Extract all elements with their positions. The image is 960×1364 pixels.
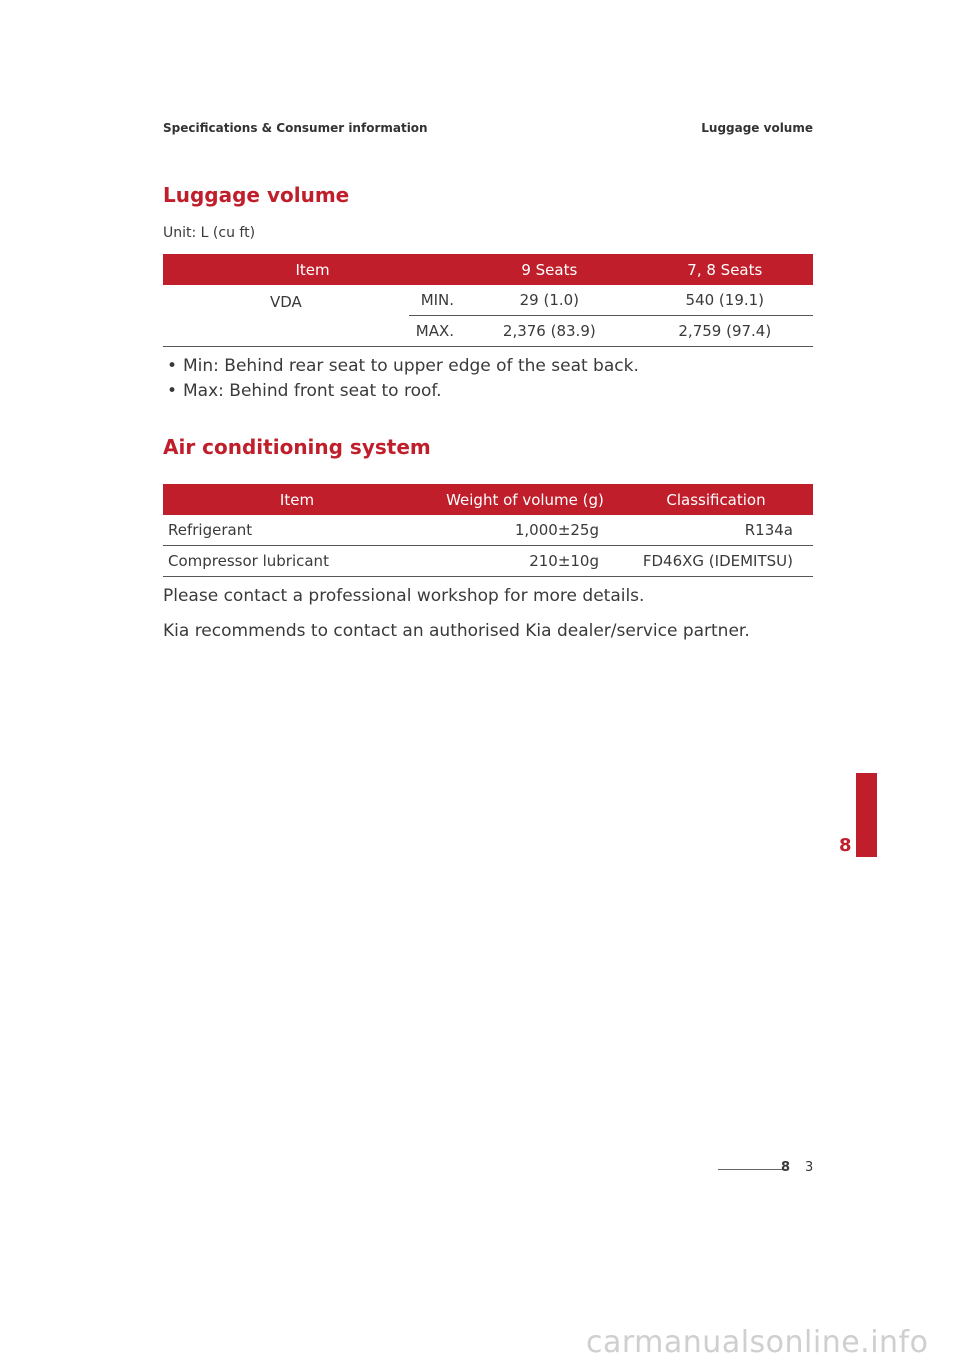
- aircon-table: [163, 484, 813, 577]
- table-row: [163, 546, 813, 577]
- cell-min-9-seats: 29 (1.0): [462, 285, 637, 316]
- footer-chapter-number: 8: [781, 1160, 791, 1175]
- watermark-text: carmanualsonline.info: [586, 1325, 929, 1360]
- cell-classification: FD46XG (IDEMITSU): [619, 546, 813, 577]
- row-label-min: MIN.: [409, 285, 462, 316]
- cell-weight: 1,000±25g: [431, 515, 619, 546]
- running-header-topic: Luggage volume: [701, 121, 813, 135]
- luggage-section-title: Luggage volume: [163, 183, 350, 207]
- luggage-notes-list: [167, 354, 639, 404]
- contact-paragraph: Please contact a professional workshop for more details.: [163, 586, 645, 606]
- dealer-paragraph: Kia recommends to contact an authorised Kia dealer/service partner.: [163, 621, 750, 641]
- column-header-item: Item: [163, 484, 431, 515]
- column-header-weight: Weight of volume (g): [431, 484, 619, 515]
- footer-page-number: 3: [805, 1160, 814, 1175]
- table-row: [163, 285, 813, 316]
- column-header-classification: Classification: [619, 484, 813, 515]
- bullet-icon: •: [167, 356, 178, 376]
- bullet-icon: •: [167, 381, 178, 401]
- aircon-section-title: Air conditioning system: [163, 435, 431, 459]
- chapter-tab-marker: [856, 773, 877, 857]
- list-item: [167, 354, 639, 379]
- cell-weight: 210±10g: [431, 546, 619, 577]
- cell-max-7-8-seats: 2,759 (97.4): [637, 316, 813, 347]
- row-label-max: MAX.: [409, 316, 462, 347]
- column-header-item: Item: [163, 254, 462, 285]
- cell-min-7-8-seats: 540 (19.1): [637, 285, 813, 316]
- table-header-row: [163, 484, 813, 515]
- column-header-9-seats: 9 Seats: [462, 254, 637, 285]
- chapter-tab-number: 8: [839, 835, 852, 856]
- table-header-row: [163, 254, 813, 285]
- cell-max-9-seats: 2,376 (83.9): [462, 316, 637, 347]
- running-header-section: Specifications & Consumer information: [163, 121, 428, 135]
- vda-label: VDA: [163, 285, 409, 347]
- cell-classification: R134a: [619, 515, 813, 546]
- list-item: [167, 379, 639, 404]
- luggage-unit-note: Unit: L (cu ft): [163, 225, 256, 241]
- footer-divider: [718, 1169, 786, 1170]
- luggage-volume-table: [163, 254, 813, 347]
- table-row: [163, 515, 813, 546]
- note-text-min: Min: Behind rear seat to upper edge of the seat back.: [183, 356, 639, 376]
- column-header-7-8-seats: 7, 8 Seats: [637, 254, 813, 285]
- cell-item: Refrigerant: [163, 515, 431, 546]
- note-text-max: Max: Behind front seat to roof.: [183, 381, 442, 401]
- cell-item: Compressor lubricant: [163, 546, 431, 577]
